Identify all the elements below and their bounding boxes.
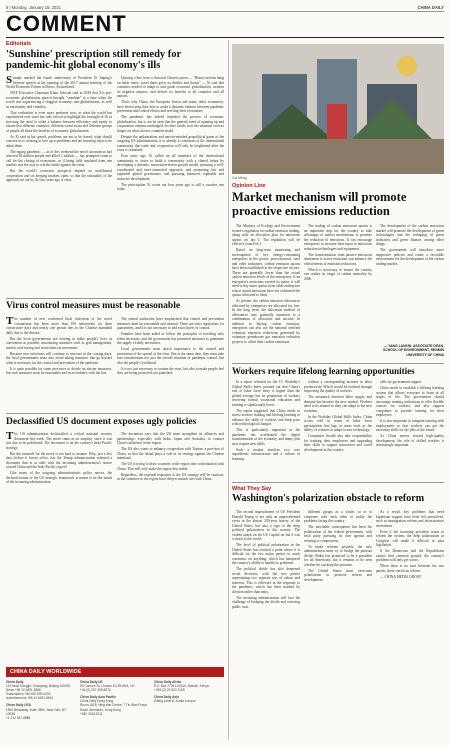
paragraph: The report suggested that China needs to invest in more training and lifelong learning to enhance the skills of workers and keep pace with technological changes. bbox=[232, 408, 300, 426]
paragraph: Such a market involves two core ingredients: infrastructure and a culture of learning. bbox=[232, 447, 300, 461]
cartoon-credit: Cai Meng bbox=[232, 176, 247, 180]
lead-editorial-column-1 bbox=[6, 76, 112, 294]
paragraph: Quoting a line from a classical Chinese poem — "Honey melons hang on bitter vines; sweet dates grow on thistles and thorns" — Xi said that countries needed to adapt to and guide economic globalization, cushion its negative impacts, and deliver its benefits to all countries and all nations. bbox=[117, 76, 224, 98]
paragraph: As Xi said in his speech, problems are not to be feared, what should concern us is refusing to face up to problems and not knowing what to do about them. bbox=[6, 134, 112, 148]
paragraph: The second impeachment of US President Donald Trump is not only an unprecedented event in the almost 250-year history of the United States, but also a sign of the deep political polarization in the country. The violent attack on the US Capitol on Jan 6 was a shock to the world. bbox=[232, 510, 300, 541]
second-editorial-column-2 bbox=[117, 317, 224, 409]
opinion-column-1 bbox=[232, 224, 300, 359]
page-date: 8 | Monday, January 18, 2021 bbox=[6, 5, 62, 10]
footer-office-line: +1 212 537-8888 bbox=[6, 715, 31, 720]
paragraph: This is particularly important as the pandemic has accelerated the digital transformation of the economy, and many jobs now require new skills. bbox=[232, 428, 300, 446]
paragraph: Sunday marked the fourth anniversary of President Xi Jinping's keynote speech at the opening of the 2017 annual meeting of the World Economic Forum in Davos, Switzerland. bbox=[6, 76, 112, 89]
paragraph: Regardless, the regional responses to the US strategy will be cautious, as the countries in the region have deep economic ties with China. bbox=[117, 472, 224, 481]
what-they-say-column-2 bbox=[304, 510, 372, 742]
footer-office-title: China Daily bbox=[6, 680, 24, 684]
paragraph: Which is necessary to ensure the country can realize its target of carbon neutrality by 2060. bbox=[304, 267, 372, 281]
paragraph: The central authorities have emphasized that control and prevention measures must be reasonable and rational. There are strict regulations for quarantines, and it is not necessary to add extra layers of control. bbox=[117, 317, 224, 330]
paragraph: The US is trying to draw countries in the region into confrontation with China. That will only make the region less stable. bbox=[117, 462, 224, 471]
paragraph: The raging pandemic — as of this weekend the novel coronavirus had infected 94 million people and killed 2 million — has prompted some to call for the closing of economies, as if being fully insulated from one another was the way to win the battle against the virus. bbox=[6, 149, 112, 167]
workers-column-3 bbox=[376, 380, 444, 477]
workers-column-2 bbox=[304, 380, 372, 477]
workers-column-1 bbox=[232, 380, 300, 477]
paragraph: It is not just necessary to contain the virus, but also to make people feel they are being protected, not punished. bbox=[117, 366, 224, 375]
paragraph: China needs to establish a lifelong learning system that allows everyone to learn in all stages of life. The government should encourage training institutions to offer flexible courses for workers, and also support companies to provide training for their employees. bbox=[376, 386, 444, 417]
paragraph: It is quite possible for some provinces to decide on stricter measures, but such measures must be reasonable and in accordance with the law. bbox=[6, 366, 112, 375]
drop-cap: T bbox=[6, 317, 14, 327]
paragraph: The trading of carbon emissions quotas is an important step for the country to take advantage of market mechanisms to promote the reduction of emissions. It can encourage enterprises to increase their input in emissions reduction technologies and equipment. bbox=[304, 224, 372, 251]
paragraph: Four years ago, Xi called on all members of the international community to strive to build a community with a shared future by developing a dynamic, innovation-driven growth model, pursuing a well-coordinated and inter-connected approach, and promoting fair and equitable global governance, and pursuing balanced, equitable and inclusive development. bbox=[117, 154, 224, 181]
masthead-rule bbox=[6, 37, 444, 38]
paragraph: — CHINA MEDIA GROUP bbox=[380, 574, 422, 579]
footer-office-title: China Daily Asia Pacific bbox=[80, 695, 117, 700]
what-they-say-column-3 bbox=[376, 510, 444, 742]
footer-office-line: +44 (0) 207 398-8270 bbox=[80, 688, 111, 693]
footer-office-title: China Daily Asia bbox=[154, 695, 179, 700]
paragraph: As a result, key problems that need bipartisan support have been left unresolved, such as immigration reform and infrastructure investment. bbox=[376, 510, 444, 528]
paragraph: different groups as a whole, so as to cooperate with each other to tackle the problems facing the country. bbox=[304, 510, 372, 523]
paragraph: The government will introduce more supportive policies and create a favorable environment for the development of the carbon trading market. bbox=[376, 248, 444, 266]
opinion-column-3 bbox=[376, 224, 444, 342]
footer-column-3 bbox=[154, 680, 224, 703]
paragraph: The mismatch between labor supply and demand has become the new normal. Workers need to be trained so they can adapt to the new economy. bbox=[304, 395, 372, 413]
section-masthead: COMMENT bbox=[6, 11, 127, 36]
paragraph: When there is no trust between the two parties, there can be no reform. bbox=[376, 564, 444, 573]
footer-office-title: China Daily UK bbox=[80, 680, 103, 684]
paragraph: That evaluation is even more pertinent now, as what the world has experienced ever since has only served to highlight the foresight of Xi in stressing the need to strike a balance between efficiency and equity to ensure that different countries, different social strata and different groups of people all share the benefits of economic globalization. bbox=[6, 110, 112, 133]
paragraph: The level of political polarization in the United States has reached a point where it is difficult for the two major parties to reach consensus on anything, which has hampered the country's ability to handle its problems. bbox=[232, 543, 300, 565]
paragraph: Based on long-term monitoring and investigation of key energy-consuming enterprises in the power, petrochemical, steel and other industries, carbon emission quotas have been established in the respective sectors. These are generally lower than the actual carbon emission levels of the enterprises. If an enterprise's emissions exceed its quota, it will need to buy more quotas from other enterprises whose actual emissions have not exhausted the quotas allocated to them. bbox=[232, 248, 300, 297]
second-editorial-headline: Virus control measures must be reasonable bbox=[6, 301, 181, 311]
footer-office-title: China Daily Africa bbox=[154, 680, 182, 684]
paragraph: To make reforms possible, the new administration must try to bridge the partisan divide. Biden has promised to be a president for all Americans, but it remains to be seen whether he can keep this promise. bbox=[304, 544, 372, 567]
paragraph: The inevitable consequence has been the polarization of the federal government, with each party pursuing its own agenda and refusing to compromise. bbox=[304, 525, 372, 543]
footer-office-line: China Daily Hong Kong bbox=[80, 699, 114, 704]
drop-cap: T bbox=[6, 432, 14, 442]
footer-office-line: 1500 Broadway, Suite 2800, New York, NY 10036 bbox=[6, 707, 67, 716]
paragraph: In a report released on Jan 15, Workday's Global Skills Index pointed out that China's rate of labor force entry is higher than the global average but its proportion of workers receiving formal vocational education and training is significantly lower. bbox=[232, 380, 300, 407]
paragraph: The Ministry of Ecology and Environment issued a regulation on carbon emission trading, along with an allocation plan for emissions quotas on Jan 5. The regulation will be effective from Feb 1. bbox=[232, 224, 300, 246]
paragraph: But the world's economic prospects depend on multilateral cooperation and on keeping markets open, so that the rationality of the approach set out by Xi four years ago is clear. bbox=[6, 169, 112, 182]
footer-office-title: China Daily USA bbox=[6, 703, 31, 708]
paragraph: That's why China, the European Union and many other economies, have been trying their best to strike a dynamic balance between pandemic prevention and control efforts and reviving their economies. bbox=[117, 100, 224, 113]
opinion-byline-name: — YANG LANXIN, ASSOCIATE DEAN, bbox=[383, 344, 444, 348]
paragraph: Local governments must attach importance to the control and prevention of the spread of the virus. But at the same time, they must take into consideration not just the overall situation of pandemic control, but also the people's livelihood. bbox=[117, 347, 224, 365]
paragraph: The development of the carbon emissions market will promote the development of green technologies and the reshaping of green industries and green finance, among other things. bbox=[376, 224, 444, 246]
footer-bar: CHINA DAILY WORLDWIDE bbox=[6, 667, 224, 677]
what-they-say-headline: Washington's polarization obstacle to reform bbox=[232, 493, 425, 504]
paragraph: The United States must overcome polarization to promote reform and development. bbox=[304, 568, 372, 582]
third-editorial-column-1 bbox=[6, 432, 112, 662]
footer-office-line: News +86 10 6491-8366 bbox=[6, 688, 41, 693]
footer-office-line: +254 (0) 20 522-2155 bbox=[154, 688, 185, 693]
third-editorial-column-2 bbox=[117, 432, 224, 662]
divider bbox=[6, 298, 224, 299]
paragraph: calls for government support. bbox=[380, 380, 423, 384]
paragraph: The prescription Xi wrote out four years ago is still a curative one today. bbox=[117, 182, 224, 191]
paragraph: Even if the incoming president wants to reform the system, the deep polarization in Congress will make it difficult to pass legislation. bbox=[376, 529, 444, 547]
editorial-cartoon bbox=[232, 44, 444, 174]
paragraph: At present, the carbon emission allowances allocated by enterprises are allocated for free. In the long term, the allocation method of allowances may gradually transition to a combination of allocation and auction. In addition to buying carbon emission, enterprises can also use the national certified voluntary emission reductions generated by voluntary greenhouse gas emission reduction projects to offset their carbon emissions. bbox=[232, 299, 300, 344]
paragraph: Despite the unilateralism and narrow-minded geopolitical game of the outgoing US administration, it is already a consensus of the international community that trade and cooperation will only be heightened after the virus is contained. bbox=[117, 134, 224, 152]
paragraph: The number of new confirmed local infections of the novel coronavirus has been more than 100 nationwide for three consecutive days and nearly one person dies in the Chinese mainland daily due to the disease. bbox=[6, 317, 112, 335]
paragraph: It is also important to integrate training with employment so that workers can get the necessary skills for the jobs of the future. bbox=[376, 419, 444, 432]
paragraph: WEF Executive Chairman Klaus Schwab said in 2018 that Xi's pro-economic globalization speech brought "sunshine" at a time when the world was experiencing a sluggish economy, anti-globalization, as well as uncertainty and volatility. bbox=[6, 91, 112, 109]
paragraph: If the Democrats and the Republicans cannot find common ground, the country's problems will only get worse. bbox=[376, 549, 444, 562]
footer-column-1 bbox=[6, 680, 76, 720]
footer-office-line: P.O. Box 27281-00100, Nairobi, Kenya bbox=[154, 684, 209, 689]
footer-office-line: Advertisement +86 10 6491-8631 bbox=[6, 696, 54, 701]
column-separator bbox=[228, 40, 229, 740]
paragraph: The incoming administration will face the challenge of bridging the divide and restoring public trust. bbox=[232, 595, 300, 609]
paragraph: Because new infections will continue to increase in the coming days, the local governments must also avoid taking measures that go beyond what is necessary for the control and prevention of the epidemic. bbox=[6, 351, 112, 365]
lead-editorial-headline: 'Sunshine' prescription still remedy for pandemic-hit global economy's ills bbox=[6, 49, 182, 72]
footer-office-line: 15 Huixin Dongjie, Chaoyang, Beijing 100029 bbox=[6, 684, 71, 689]
paragraph: Like many of the outgoing administration's policy moves, the declassification of the US strategic framework is meant to tie the hands of the incoming administration. bbox=[6, 471, 112, 484]
paragraph: But the rationale for the move is not hard to assume. Why, just a few days before it leaves office, has the Trump administration released a document that is at odds with the incoming administration's stance toward China and the Indo-Pacific region? bbox=[6, 451, 112, 469]
paragraph: The pandemic has indeed impeded the process of economic globalization, but it can be seen that the general trend of opening-up and cooperation remains unchanged. In other words, how the situation evolves hinges on what choices countries make. bbox=[117, 115, 224, 133]
editorials-label: Editorials bbox=[6, 41, 32, 47]
opinion-byline-institution: SCHOOL OF ENVIRONMENT, RENMIN UNIVERSITY OF CHINA bbox=[383, 348, 444, 357]
paragraph: Companies should also take responsibility for training their employees and upgrading their skills to support innovation and social development in the country. bbox=[304, 434, 372, 452]
workers-headline: Workers require lifelong learning opportunities bbox=[232, 366, 415, 376]
footer-office-line: Sitting Level 6, Kuala Lumpur bbox=[154, 699, 196, 704]
paragraph: without a corresponding increase in labor productivity. Which would be realized through improving the quality of workers. bbox=[304, 380, 372, 393]
opinion-column-2 bbox=[304, 224, 372, 359]
second-editorial-column-1 bbox=[6, 317, 112, 409]
paragraph: But the local governments are striving to make people's lives as convenient as possible, introducing measures such as grid management, nucleic acid testing and restrictions on movement. bbox=[6, 336, 112, 350]
paragraph: The political divide has also deepened social divisions, with the two parties representing two separate sets of values and interests. This is reflected in the response to the pandemic, which has been marked by division rather than unity. bbox=[232, 567, 300, 594]
footer-office-line: +852 2518 5111 bbox=[80, 711, 103, 716]
what-they-say-label: What They Say bbox=[232, 486, 272, 492]
opinion-label: Opinion Line bbox=[232, 183, 266, 189]
paragraph: As China moves toward high-quality development, the role of skilled workers is increasingly important. bbox=[376, 434, 444, 447]
paper-name: CHINA DAILY bbox=[417, 5, 444, 10]
footer-office-line: 90 Cannon St, London EC4N 6HA, UK bbox=[80, 684, 135, 689]
opinion-byline bbox=[376, 344, 444, 357]
paragraph: In the Workday Global Skills Index, China scores well in terms of labor force participation but lags in areas such as the ability of workers to adapt to new technology. bbox=[304, 414, 372, 432]
lead-editorial-column-2 bbox=[117, 76, 224, 294]
footer-office-line: Subscription +86 400 699-0203 bbox=[6, 692, 51, 697]
divider bbox=[232, 363, 444, 364]
paragraph: The US administration declassified a critical national security document last week. The move came as no surprise, since it was just due to be publicized. The document is on the country's Indo-Pacific strategy. bbox=[6, 432, 112, 450]
opinion-headline: Market mechanism will promote proactive emissions reduction bbox=[232, 190, 407, 218]
paragraph: Families have been asked to follow the principles of traveling only when necessary, and the government has promised measures to guarantee the supply of daily necessities. bbox=[117, 332, 224, 345]
paragraph: The document says that the US must strengthen its alliances and partnerships, especially with India, Japan and Australia, to counter China's influence in the region. bbox=[117, 432, 224, 445]
what-they-say-column-1 bbox=[232, 510, 300, 742]
drop-cap: S bbox=[6, 76, 13, 86]
paragraph: The transformation from passive emissions abatement to active emissions can enhance the effectiveness of emission reductions. bbox=[304, 252, 372, 266]
divider bbox=[6, 413, 224, 414]
footer-office-line: Room 1818, Hing Wai Centre, 7 Tin Wan Praya Road, Aberdeen, Hong Kong bbox=[80, 703, 147, 712]
footer-column-2 bbox=[80, 680, 150, 716]
paragraph: The US also wants to enhance cooperation with Taiwan, a province of China, so that the island plays a role in its strategy against the Chinese mainland. bbox=[117, 447, 224, 460]
third-editorial-headline: Declassified US document exposes ugly policies bbox=[6, 417, 197, 427]
divider bbox=[232, 482, 444, 483]
